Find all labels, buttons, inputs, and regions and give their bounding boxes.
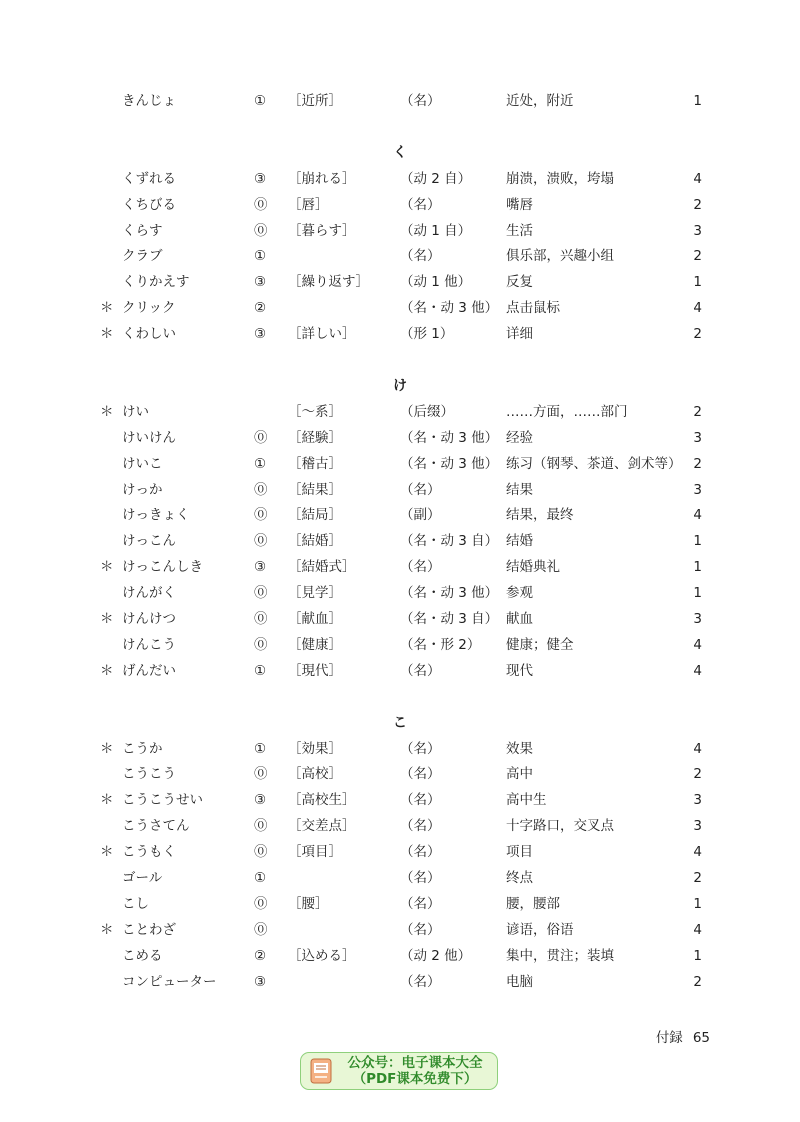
entry-kanji: ［暮らす］ xyxy=(288,222,356,239)
entry-word: けいこ xyxy=(122,455,163,472)
entry-pos: （名・动 3 他） xyxy=(400,429,499,446)
vocab-row xyxy=(0,787,800,813)
entry-level: 4 xyxy=(693,662,702,679)
entry-kanji: ［効果］ xyxy=(288,740,342,757)
entry-kanji: ［腰］ xyxy=(288,895,329,912)
vocab-row xyxy=(0,554,800,580)
entry-word: コンピューター xyxy=(122,973,217,990)
vocab-row xyxy=(0,917,800,943)
entry-accent: ① xyxy=(254,740,267,757)
entry-word: こうこうせい xyxy=(122,792,203,809)
entry-accent: ① xyxy=(254,662,267,679)
entry-word: けんけつ xyxy=(122,611,176,627)
vocab-row xyxy=(0,295,800,321)
vocab-row xyxy=(0,606,800,632)
watermark-badge xyxy=(300,1052,498,1090)
entry-kanji: ［経験］ xyxy=(288,429,342,446)
entry-kanji: ［～系］ xyxy=(288,403,342,420)
entry-meaning: 效果 xyxy=(506,740,533,757)
entry-level: 4 xyxy=(693,300,702,317)
entry-pos: （动 2 他） xyxy=(400,947,472,964)
entry-accent: ⓪ xyxy=(254,507,268,524)
entry-word: クラブ xyxy=(122,248,163,265)
entry-word: こうか xyxy=(122,740,163,757)
entry-pos: （名・形 2） xyxy=(400,636,481,653)
entry-meaning: 反复 xyxy=(506,274,533,291)
entry-accent: ⓪ xyxy=(254,766,268,783)
entry-accent: ③ xyxy=(254,792,267,809)
vocab-row xyxy=(0,192,800,218)
entry-meaning: 嘴唇 xyxy=(506,196,533,213)
entry-meaning: 现代 xyxy=(506,662,533,679)
entry-meaning: 详细 xyxy=(506,326,533,343)
vocab-row xyxy=(0,736,800,762)
vocab-row xyxy=(0,943,800,969)
entry-accent: ① xyxy=(254,248,267,265)
vocab-row xyxy=(0,632,800,658)
vocab-row xyxy=(0,528,800,554)
entry-kanji: ［交差点］ xyxy=(288,818,356,835)
entry-accent: ⓪ xyxy=(254,818,268,835)
entry-kanji: ［繰り返す］ xyxy=(288,274,369,291)
entry-accent: ⓪ xyxy=(254,533,268,550)
entry-word: くりかえす xyxy=(122,274,190,291)
entry-word: けっきょく xyxy=(122,507,190,524)
entry-kanji: ［結果］ xyxy=(288,481,342,498)
entry-meaning: 集中，贯注；装填 xyxy=(506,947,614,964)
entry-pos: （名） xyxy=(400,248,441,265)
entry-meaning: 结婚 xyxy=(506,533,533,550)
entry-word: けいけん xyxy=(122,429,176,446)
entry-level: 3 xyxy=(693,222,702,239)
vocab-row xyxy=(0,321,800,347)
entry-level: 2 xyxy=(693,403,702,420)
entry-accent: ① xyxy=(254,870,267,886)
entry-meaning: 电脑 xyxy=(506,973,533,990)
entry-level: 1 xyxy=(693,93,702,109)
entry-level: 1 xyxy=(693,274,702,291)
entry-pos: （名） xyxy=(400,740,441,757)
entry-meaning: 生活 xyxy=(506,222,533,239)
entry-kanji: ［崩れる］ xyxy=(288,170,356,187)
entry-meaning: 高中 xyxy=(506,766,533,783)
entry-pos: （名） xyxy=(400,93,441,109)
entry-pos: （名） xyxy=(400,559,441,576)
entry-pos: （名） xyxy=(400,196,441,213)
entry-kanji: ［項目］ xyxy=(288,844,342,861)
entry-meaning: 高中生 xyxy=(506,792,547,809)
entry-meaning: 俱乐部，兴趣小组 xyxy=(506,248,614,265)
vocab-row xyxy=(0,580,800,606)
entry-pos: （名・动 3 自） xyxy=(400,533,499,550)
entry-accent: ⓪ xyxy=(254,636,268,653)
entry-level: 3 xyxy=(693,429,702,446)
entry-meaning: ……方面，……部门 xyxy=(506,403,628,420)
entry-meaning: 终点 xyxy=(506,870,533,886)
entry-level: 4 xyxy=(693,844,702,861)
vocab-row xyxy=(0,88,800,114)
entry-pos: （动 1 自） xyxy=(400,222,472,239)
entry-word: くちびる xyxy=(122,196,176,213)
entry-pos: （名） xyxy=(400,662,441,679)
entry-level: 3 xyxy=(693,481,702,498)
section-heading xyxy=(0,373,800,399)
entry-word: こうさてん xyxy=(122,818,190,835)
entry-accent: ① xyxy=(254,455,267,472)
entry-word: こめる xyxy=(122,947,163,964)
entry-kanji: ［唇］ xyxy=(288,196,329,213)
entry-level: 2 xyxy=(693,248,702,265)
entry-level: 1 xyxy=(693,895,702,912)
entry-level: 2 xyxy=(693,973,702,990)
book-icon xyxy=(309,1057,333,1085)
vocab-row xyxy=(0,839,800,865)
entry-meaning: 谚语，俗语 xyxy=(506,921,574,938)
entry-kanji: ［稽古］ xyxy=(288,455,342,472)
entry-kanji: ［結局］ xyxy=(288,507,342,524)
entry-level: 4 xyxy=(693,507,702,524)
section-heading xyxy=(0,140,800,166)
entry-star: ＊ xyxy=(100,326,114,343)
entry-word: げんだい xyxy=(122,662,176,679)
entry-kanji: ［高校］ xyxy=(288,766,342,783)
vocab-row xyxy=(0,865,800,891)
entry-meaning: 参观 xyxy=(506,585,533,602)
entry-word: こし xyxy=(122,895,149,912)
entry-accent: ② xyxy=(254,947,267,964)
entry-pos: （名・动 3 他） xyxy=(400,300,499,317)
vocab-row xyxy=(0,399,800,425)
entry-star: ＊ xyxy=(100,662,114,679)
entry-meaning: 经验 xyxy=(506,429,533,446)
entry-level: 3 xyxy=(693,792,702,809)
entry-level: 2 xyxy=(693,870,702,886)
entry-pos: （形 1） xyxy=(400,326,454,343)
entry-pos: （名） xyxy=(400,818,441,835)
vocab-row xyxy=(0,658,800,684)
entry-meaning: 十字路口，交叉点 xyxy=(506,818,614,835)
entry-accent: ③ xyxy=(254,274,267,291)
entry-meaning: 健康；健全 xyxy=(506,636,574,653)
entry-star: ＊ xyxy=(100,740,114,757)
vocab-row xyxy=(0,969,800,995)
entry-word: けっか xyxy=(122,481,163,498)
entry-accent: ② xyxy=(254,300,267,317)
entry-word: こうもく xyxy=(122,844,176,861)
entry-accent: ⓪ xyxy=(254,895,268,912)
vocab-row xyxy=(0,451,800,477)
entry-meaning: 练习（钢琴、茶道、剑术等） xyxy=(506,455,682,472)
entry-word: ことわざ xyxy=(122,921,176,938)
entry-level: 2 xyxy=(693,326,702,343)
entry-word: ゴール xyxy=(122,870,163,886)
section-heading-text: こ xyxy=(393,714,407,731)
entry-level: 3 xyxy=(693,611,702,627)
entry-level: 1 xyxy=(693,585,702,602)
entry-pos: （名・动 3 他） xyxy=(400,585,499,602)
vocab-row xyxy=(0,761,800,787)
entry-accent: ③ xyxy=(254,170,267,187)
watermark-line-2: （PDF课本免费下） xyxy=(352,1071,478,1087)
entry-pos: （名） xyxy=(400,973,441,990)
entry-kanji: ［詳しい］ xyxy=(288,326,356,343)
entry-kanji: ［込める］ xyxy=(288,947,356,964)
entry-word: クリック xyxy=(122,300,176,317)
entry-accent: ③ xyxy=(254,326,267,343)
entry-accent: ⓪ xyxy=(254,429,268,446)
entry-word: くわしい xyxy=(122,326,176,343)
vocab-row xyxy=(0,243,800,269)
watermark-line-1: 公众号：电子课本大全 xyxy=(347,1055,483,1071)
entry-level: 4 xyxy=(693,921,702,938)
entry-pos: （名） xyxy=(400,870,441,886)
entry-level: 1 xyxy=(693,947,702,964)
page-number: 65 xyxy=(692,1030,710,1046)
entry-meaning: 项目 xyxy=(506,844,533,861)
entry-kanji: ［健康］ xyxy=(288,636,342,653)
entry-accent: ⓪ xyxy=(254,196,268,213)
section-heading-text: く xyxy=(393,144,407,161)
entry-level: 4 xyxy=(693,740,702,757)
entry-word: くらす xyxy=(122,222,163,239)
entry-pos: （名） xyxy=(400,895,441,912)
entry-level: 3 xyxy=(693,818,702,835)
entry-accent: ⓪ xyxy=(254,481,268,498)
entry-word: こうこう xyxy=(122,766,176,783)
entry-word: けんこう xyxy=(122,636,176,653)
entry-pos: （名） xyxy=(400,792,441,809)
entry-accent: ⓪ xyxy=(254,222,268,239)
section-heading-text: け xyxy=(393,377,407,394)
entry-level: 4 xyxy=(693,170,702,187)
entry-star: ＊ xyxy=(100,300,114,317)
entry-accent: ③ xyxy=(254,559,267,576)
entry-kanji: ［見学］ xyxy=(288,585,342,602)
entry-meaning: 结婚典礼 xyxy=(506,559,560,576)
entry-meaning: 献血 xyxy=(506,611,533,627)
entry-word: きんじょ xyxy=(122,93,176,109)
vocab-row xyxy=(0,425,800,451)
entry-pos: （名・动 3 他） xyxy=(400,455,499,472)
entry-level: 1 xyxy=(693,533,702,550)
entry-pos: （副） xyxy=(400,507,441,524)
entry-star: ＊ xyxy=(100,792,114,809)
entry-kanji: ［献血］ xyxy=(288,611,342,627)
entry-star: ＊ xyxy=(100,403,114,420)
entry-accent: ⓪ xyxy=(254,921,268,938)
entry-pos: （名） xyxy=(400,921,441,938)
entry-meaning: 结果，最终 xyxy=(506,507,574,524)
entry-word: けい xyxy=(122,403,149,420)
entry-meaning: 点击鼠标 xyxy=(506,300,560,317)
entry-accent: ① xyxy=(254,93,267,109)
entry-pos: （动 1 他） xyxy=(400,274,472,291)
entry-kanji: ［高校生］ xyxy=(288,792,356,809)
entry-accent: ③ xyxy=(254,973,267,990)
vocab-row xyxy=(0,891,800,917)
entry-kanji: ［結婚式］ xyxy=(288,559,356,576)
entry-star: ＊ xyxy=(100,559,114,576)
page-footer xyxy=(600,1026,710,1046)
entry-accent: ⓪ xyxy=(254,585,268,602)
entry-pos: （动 2 自） xyxy=(400,170,472,187)
vocab-row xyxy=(0,502,800,528)
entry-star: ＊ xyxy=(100,611,114,627)
entry-pos: （名） xyxy=(400,844,441,861)
entry-meaning: 结果 xyxy=(506,481,533,498)
entry-level: 1 xyxy=(693,559,702,576)
vocab-row xyxy=(0,218,800,244)
entry-pos: （名） xyxy=(400,766,441,783)
entry-word: くずれる xyxy=(122,170,176,187)
entry-kanji: ［結婚］ xyxy=(288,533,342,550)
vocab-row xyxy=(0,166,800,192)
entry-pos: （名） xyxy=(400,481,441,498)
entry-meaning: 近处，附近 xyxy=(506,93,574,109)
entry-star: ＊ xyxy=(100,844,114,861)
entry-level: 4 xyxy=(693,636,702,653)
section-heading xyxy=(0,710,800,736)
entry-pos: （名・动 3 自） xyxy=(400,611,499,627)
entry-meaning: 腰，腰部 xyxy=(506,895,560,912)
entry-accent: ⓪ xyxy=(254,844,268,861)
entry-meaning: 崩溃，溃败，垮塌 xyxy=(506,170,614,187)
entry-word: けっこん xyxy=(122,533,176,550)
entry-level: 2 xyxy=(693,196,702,213)
vocab-row xyxy=(0,477,800,503)
entry-level: 2 xyxy=(693,766,702,783)
vocab-row xyxy=(0,269,800,295)
entry-pos: （后缀） xyxy=(400,403,454,420)
vocab-row xyxy=(0,813,800,839)
entry-kanji: ［近所］ xyxy=(288,93,342,109)
entry-accent: ⓪ xyxy=(254,611,268,627)
footer-label: 付録 xyxy=(655,1030,683,1046)
entry-kanji: ［現代］ xyxy=(288,662,342,679)
entry-level: 2 xyxy=(693,455,702,472)
entry-star: ＊ xyxy=(100,921,114,938)
entry-word: けんがく xyxy=(122,585,176,602)
entry-word: けっこんしき xyxy=(122,559,203,576)
